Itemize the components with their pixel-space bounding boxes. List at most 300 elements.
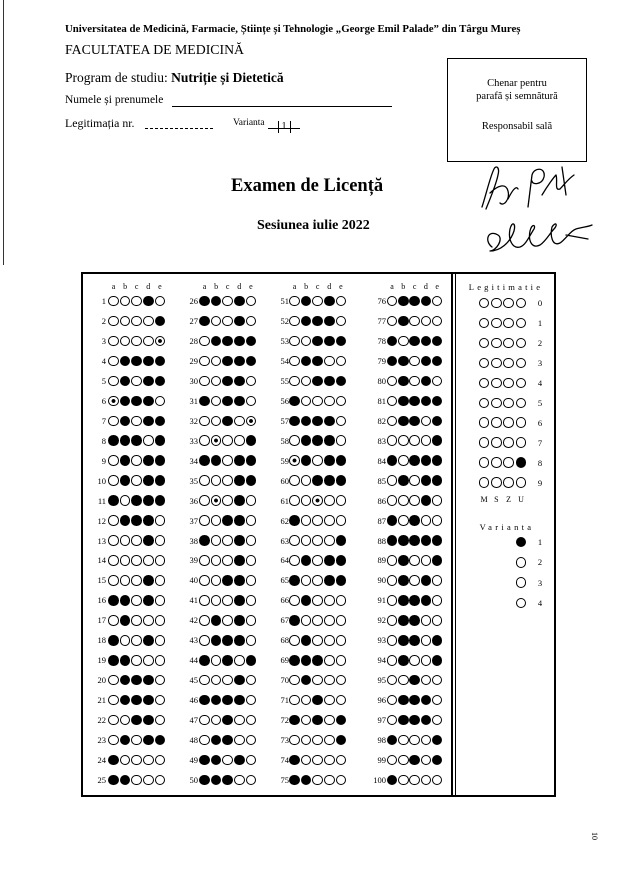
- answer-bubble-e: [336, 376, 347, 387]
- answer-bubble-a: [199, 595, 210, 606]
- answer-bubble-d: [324, 396, 335, 407]
- question-number: 20: [97, 675, 106, 686]
- answer-bubble-a: [387, 455, 398, 466]
- answer-bubble-a: [289, 715, 300, 726]
- question-number: 95: [377, 675, 386, 686]
- answer-bubble-c: [222, 475, 233, 486]
- answer-bubble-c: [222, 655, 233, 666]
- question-number: 80: [377, 375, 386, 386]
- answer-bubble-e: [155, 595, 166, 606]
- answer-bubble-c: [222, 635, 233, 646]
- question-number: 71: [280, 695, 289, 706]
- question-number: 22: [97, 715, 106, 726]
- answer-bubble-d: [234, 735, 245, 746]
- answer-bubble-a: [289, 695, 300, 706]
- answer-bubble-b: [398, 595, 409, 606]
- id-digit-bubble: [491, 457, 502, 468]
- answer-bubble-c: [131, 635, 142, 646]
- question-number: 54: [280, 355, 289, 366]
- answer-bubble-d: [421, 495, 432, 506]
- answer-bubble-d: [234, 455, 245, 466]
- question-number: 78: [377, 335, 386, 346]
- answer-bubble-b: [211, 635, 222, 646]
- answer-bubble-b: [398, 475, 409, 486]
- answer-bubble-a: [199, 396, 210, 407]
- answer-bubble-c: [131, 595, 142, 606]
- question-number: 28: [189, 335, 198, 346]
- question-number: 11: [97, 495, 106, 506]
- question-number: 39: [189, 555, 198, 566]
- answer-bubble-b: [398, 615, 409, 626]
- answer-bubble-c: [312, 775, 323, 786]
- answer-bubble-d: [143, 595, 154, 606]
- answer-bubble-a: [289, 475, 300, 486]
- answer-bubble-a: [108, 735, 119, 746]
- answer-bubble-d: [324, 595, 335, 606]
- answer-bubble-e: [336, 515, 347, 526]
- id-digit-bubble: [516, 477, 527, 488]
- answer-bubble-c: [222, 575, 233, 586]
- answer-bubble-a: [199, 755, 210, 766]
- answer-bubble-e: [155, 396, 166, 407]
- answer-bubble-c: [409, 535, 420, 546]
- question-number: 66: [280, 595, 289, 606]
- answer-bubble-b: [398, 755, 409, 766]
- answer-bubble-d: [324, 695, 335, 706]
- answer-bubble-e: [246, 555, 257, 566]
- answer-bubble-c: [409, 336, 420, 347]
- answer-bubble-d: [143, 515, 154, 526]
- answer-bubble-b: [211, 555, 222, 566]
- answer-bubble-e: [336, 495, 347, 506]
- answer-bubble-a: [289, 775, 300, 786]
- answer-bubble-a: [108, 535, 119, 546]
- answer-bubble-a: [199, 356, 210, 367]
- option-letter-d: d: [146, 282, 151, 291]
- answer-bubble-a: [108, 755, 119, 766]
- answer-bubble-a: [289, 635, 300, 646]
- answer-bubble-b: [211, 615, 222, 626]
- answer-bubble-a: [108, 296, 119, 307]
- answer-bubble-e: [155, 515, 166, 526]
- id-digit-label: 6: [537, 417, 543, 428]
- answer-bubble-e: [432, 635, 443, 646]
- answer-bubble-b: [301, 615, 312, 626]
- signatures: [470, 155, 605, 260]
- answer-bubble-d: [234, 755, 245, 766]
- question-number: 27: [189, 315, 198, 326]
- question-number: 63: [280, 535, 289, 546]
- answer-bubble-e: [246, 615, 257, 626]
- answer-bubble-a: [108, 615, 119, 626]
- question-number: 23: [97, 735, 106, 746]
- answer-bubble-c: [409, 735, 420, 746]
- id-digit-bubble: [491, 338, 502, 349]
- answer-bubble-d: [143, 775, 154, 786]
- question-number: 52: [280, 315, 289, 326]
- answer-bubble-e: [155, 435, 166, 446]
- question-number: 49: [189, 755, 198, 766]
- answer-bubble-e: [155, 575, 166, 586]
- answer-bubble-a: [289, 535, 300, 546]
- variant-value: 1: [278, 121, 291, 133]
- answer-bubble-a: [108, 396, 119, 407]
- option-letter-d: d: [423, 282, 428, 291]
- answer-bubble-a: [289, 336, 300, 347]
- answer-bubble-a: [108, 695, 119, 706]
- answer-bubble-c: [131, 495, 142, 506]
- question-number: 3: [101, 335, 106, 346]
- question-number: 55: [280, 375, 289, 386]
- variant-bubble: [516, 577, 527, 588]
- answer-bubble-d: [421, 535, 432, 546]
- exam-title: Examen de Licență: [231, 176, 384, 196]
- answer-bubble-a: [199, 475, 210, 486]
- answer-bubble-a: [289, 555, 300, 566]
- answer-bubble-e: [336, 615, 347, 626]
- answer-bubble-a: [289, 615, 300, 626]
- option-letter-d: d: [327, 282, 332, 291]
- option-letter-a: a: [202, 282, 207, 291]
- answer-bubble-b: [211, 535, 222, 546]
- id-digit-bubble: [491, 298, 502, 309]
- answer-bubble-e: [432, 575, 443, 586]
- answer-bubble-c: [222, 296, 233, 307]
- question-number: 43: [189, 635, 198, 646]
- question-number: 4: [101, 355, 106, 366]
- university-name: Universitatea de Medicină, Farmacie, Științe și Tehnologie „George Emil Palade” din Târgu Mureș: [65, 23, 521, 35]
- question-number: 10: [97, 475, 106, 486]
- signature-2: [488, 224, 592, 251]
- answer-bubble-e: [336, 475, 347, 486]
- answer-bubble-c: [312, 655, 323, 666]
- answer-bubble-a: [199, 336, 210, 347]
- answer-bubble-c: [312, 356, 323, 367]
- answer-bubble-d: [234, 435, 245, 446]
- id-digit-bubble: [479, 477, 490, 488]
- answer-bubble-c: [222, 535, 233, 546]
- answer-bubble-b: [398, 555, 409, 566]
- answer-bubble-d: [143, 336, 154, 347]
- answer-bubble-c: [409, 755, 420, 766]
- answer-bubble-b: [398, 356, 409, 367]
- answer-bubble-d: [143, 535, 154, 546]
- answer-bubble-c: [222, 615, 233, 626]
- answer-bubble-d: [143, 735, 154, 746]
- question-number: 73: [280, 735, 289, 746]
- answer-bubble-c: [312, 495, 323, 506]
- answer-bubble-d: [324, 435, 335, 446]
- answer-bubble-b: [398, 655, 409, 666]
- question-number: 97: [377, 715, 386, 726]
- answer-bubble-a: [108, 416, 119, 427]
- answer-bubble-e: [432, 595, 443, 606]
- question-number: 84: [377, 455, 386, 466]
- answer-bubble-d: [421, 396, 432, 407]
- answer-bubble-b: [398, 575, 409, 586]
- answer-bubble-d: [143, 615, 154, 626]
- answer-bubble-c: [222, 435, 233, 446]
- question-number: 14: [97, 555, 106, 566]
- id-digit-label: 2: [537, 337, 543, 348]
- question-number: 15: [97, 575, 106, 586]
- answer-bubble-e: [246, 595, 257, 606]
- answer-bubble-a: [199, 555, 210, 566]
- id-digit-label: 1: [537, 317, 543, 328]
- answer-bubble-a: [199, 435, 210, 446]
- variant-value-box: [268, 116, 300, 132]
- answer-bubble-a: [108, 475, 119, 486]
- answer-bubble-c: [312, 396, 323, 407]
- answer-bubble-a: [199, 535, 210, 546]
- id-digit-bubble: [503, 457, 514, 468]
- answer-bubble-c: [131, 376, 142, 387]
- answer-bubble-c: [131, 356, 142, 367]
- answer-bubble-b: [120, 575, 131, 586]
- exam-session: Sesiunea iulie 2022: [257, 218, 370, 233]
- answer-bubble-c: [409, 495, 420, 506]
- answer-bubble-a: [108, 575, 119, 586]
- answer-bubble-b: [301, 535, 312, 546]
- answer-bubble-e: [336, 535, 347, 546]
- question-number: 100: [373, 775, 386, 786]
- answer-bubble-b: [398, 675, 409, 686]
- answer-bubble-d: [234, 615, 245, 626]
- answer-bubble-d: [234, 555, 245, 566]
- answer-bubble-b: [398, 695, 409, 706]
- question-number: 12: [97, 515, 106, 526]
- answer-bubble-e: [432, 555, 443, 566]
- answer-bubble-a: [289, 655, 300, 666]
- answer-bubble-a: [108, 336, 119, 347]
- answer-bubble-a: [108, 595, 119, 606]
- question-number: 38: [189, 535, 198, 546]
- answer-bubble-b: [120, 635, 131, 646]
- answer-bubble-b: [398, 316, 409, 327]
- answer-bubble-a: [108, 515, 119, 526]
- question-number: 36: [189, 495, 198, 506]
- option-letter-b: b: [401, 282, 406, 291]
- variant-option-label: 1: [537, 537, 543, 547]
- question-number: 67: [280, 615, 289, 626]
- question-number: 76: [377, 296, 386, 306]
- question-number: 5: [101, 375, 106, 386]
- answer-bubble-d: [324, 575, 335, 586]
- question-number: 81: [377, 395, 386, 406]
- answer-bubble-d: [143, 555, 154, 566]
- answer-bubble-d: [143, 755, 154, 766]
- variant-option-label: 2: [537, 557, 543, 568]
- answer-bubble-e: [155, 655, 166, 666]
- answer-bubble-a: [289, 396, 300, 407]
- scan-edge-line: [3, 0, 4, 265]
- question-number: 8: [101, 435, 106, 446]
- option-letter-a: a: [111, 282, 116, 291]
- answer-bubble-d: [421, 615, 432, 626]
- answer-bubble-d: [324, 775, 335, 786]
- answer-bubble-d: [421, 455, 432, 466]
- question-number: 53: [280, 335, 289, 346]
- answer-bubble-b: [398, 455, 409, 466]
- answer-bubble-e: [336, 575, 347, 586]
- answer-bubble-b: [398, 775, 409, 786]
- question-number: 56: [280, 395, 289, 406]
- question-number: 96: [377, 695, 386, 706]
- answer-bubble-e: [155, 535, 166, 546]
- answer-bubble-c: [312, 435, 323, 446]
- answer-bubble-a: [108, 775, 119, 786]
- answer-bubble-d: [324, 535, 335, 546]
- answer-bubble-b: [120, 535, 131, 546]
- question-number: 82: [377, 415, 386, 426]
- answer-bubble-d: [234, 316, 245, 327]
- question-number: 48: [189, 735, 198, 746]
- answer-bubble-b: [301, 575, 312, 586]
- answer-bubble-a: [199, 635, 210, 646]
- answer-bubble-a: [387, 635, 398, 646]
- answer-bubble-d: [234, 635, 245, 646]
- answer-bubble-d: [143, 635, 154, 646]
- question-number: 61: [280, 495, 289, 506]
- answer-bubble-a: [199, 515, 210, 526]
- option-letter-e: e: [339, 282, 343, 291]
- answer-bubble-d: [143, 715, 154, 726]
- answer-bubble-d: [234, 675, 245, 686]
- answer-bubble-c: [131, 515, 142, 526]
- answer-bubble-e: [336, 435, 347, 446]
- option-letter-c: c: [134, 282, 139, 291]
- answer-bubble-d: [324, 316, 335, 327]
- answer-bubble-a: [289, 455, 300, 466]
- answer-bubble-c: [222, 515, 233, 526]
- question-number: 74: [280, 755, 289, 766]
- answer-bubble-a: [199, 455, 210, 466]
- answer-bubble-c: [409, 555, 420, 566]
- answer-bubble-c: [312, 515, 323, 526]
- question-number: 77: [377, 315, 386, 326]
- answer-bubble-c: [312, 555, 323, 566]
- question-number: 31: [189, 395, 198, 406]
- answer-bubble-c: [131, 655, 142, 666]
- study-program-label: Program de studiu:: [65, 70, 172, 85]
- answer-bubble-c: [312, 615, 323, 626]
- question-number: 29: [189, 355, 198, 366]
- answer-bubble-d: [324, 555, 335, 566]
- answer-bubble-a: [289, 356, 300, 367]
- question-number: 41: [189, 595, 198, 606]
- answer-bubble-b: [120, 555, 131, 566]
- answer-bubble-d: [421, 555, 432, 566]
- answer-bubble-d: [234, 356, 245, 367]
- answer-bubble-c: [409, 356, 420, 367]
- answer-bubble-c: [312, 336, 323, 347]
- name-field-line: [172, 106, 392, 107]
- answer-bubble-a: [289, 316, 300, 327]
- answer-bubble-c: [131, 575, 142, 586]
- question-number: 21: [97, 695, 106, 706]
- answer-bubble-a: [199, 715, 210, 726]
- question-number: 59: [280, 455, 289, 466]
- question-number: 1: [101, 296, 106, 306]
- answer-bubble-d: [143, 695, 154, 706]
- answer-bubble-b: [301, 515, 312, 526]
- answer-bubble-d: [143, 316, 154, 327]
- answer-grid-divider-inner: [455, 272, 456, 797]
- option-letter-b: b: [304, 282, 309, 291]
- question-number: 42: [189, 615, 198, 626]
- answer-bubble-b: [398, 416, 409, 427]
- answer-bubble-a: [289, 755, 300, 766]
- answer-bubble-d: [324, 655, 335, 666]
- answer-bubble-e: [336, 455, 347, 466]
- answer-bubble-b: [211, 515, 222, 526]
- answer-bubble-e: [246, 635, 257, 646]
- option-letter-c: c: [225, 282, 230, 291]
- study-program: [65, 71, 284, 85]
- answer-bubble-e: [246, 376, 257, 387]
- answer-bubble-e: [155, 615, 166, 626]
- id-place-label-z: Z: [506, 495, 512, 504]
- answer-bubble-a: [108, 376, 119, 387]
- answer-bubble-d: [421, 655, 432, 666]
- variant-section-title: Varianta: [479, 522, 535, 532]
- answer-bubble-c: [222, 316, 233, 327]
- id-digit-bubble: [503, 378, 514, 389]
- question-number: 57: [280, 415, 289, 426]
- answer-bubble-d: [143, 416, 154, 427]
- answer-bubble-d: [234, 655, 245, 666]
- id-digit-bubble: [503, 437, 514, 448]
- answer-bubble-c: [222, 376, 233, 387]
- answer-bubble-a: [289, 735, 300, 746]
- id-digit-bubble: [491, 417, 502, 428]
- id-digit-bubble: [503, 318, 514, 329]
- question-number: 88: [377, 535, 386, 546]
- answer-bubble-e: [246, 655, 257, 666]
- answer-bubble-c: [409, 775, 420, 786]
- answer-bubble-d: [234, 396, 245, 407]
- answer-bubble-b: [120, 655, 131, 666]
- answer-bubble-a: [108, 655, 119, 666]
- id-digit-bubble: [491, 437, 502, 448]
- answer-bubble-d: [324, 635, 335, 646]
- answer-bubble-b: [301, 495, 312, 506]
- id-number-label: Legitimația nr.: [65, 116, 135, 130]
- answer-bubble-a: [289, 416, 300, 427]
- answer-bubble-c: [222, 455, 233, 466]
- answer-bubble-d: [421, 595, 432, 606]
- id-digit-bubble: [516, 457, 527, 468]
- option-letter-e: e: [158, 282, 162, 291]
- question-number: 47: [189, 715, 198, 726]
- answer-bubble-a: [289, 495, 300, 506]
- answer-bubble-a: [199, 296, 210, 307]
- answer-bubble-e: [336, 635, 347, 646]
- answer-bubble-e: [246, 396, 257, 407]
- answer-bubble-c: [131, 396, 142, 407]
- answer-bubble-b: [301, 655, 312, 666]
- answer-bubble-b: [398, 735, 409, 746]
- id-digit-label: 4: [537, 377, 543, 388]
- answer-bubble-a: [108, 316, 119, 327]
- answer-bubble-a: [387, 535, 398, 546]
- answer-bubble-b: [398, 635, 409, 646]
- answer-bubble-c: [222, 775, 233, 786]
- question-number: 35: [189, 475, 198, 486]
- answer-bubble-b: [398, 515, 409, 526]
- answer-bubble-e: [246, 515, 257, 526]
- answer-bubble-d: [234, 515, 245, 526]
